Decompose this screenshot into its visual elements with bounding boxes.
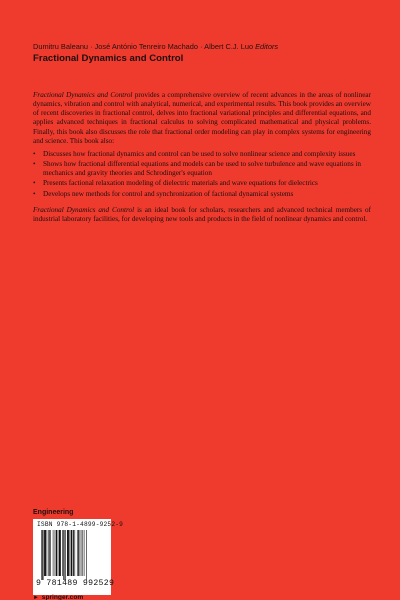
barcode-bar (78, 530, 79, 576)
barcode-bar (42, 530, 43, 580)
list-item-text: Presents factional relaxation modeling of dielectric materials and wave equations for dielectrics (43, 179, 318, 188)
bullet-mark: • (33, 179, 36, 188)
subject-category: Engineering (33, 509, 74, 516)
barcode-bar (48, 530, 49, 576)
barcode-bar (74, 530, 75, 576)
barcode-bar (56, 530, 57, 576)
publisher-url: springer.com (41, 594, 84, 600)
barcode-bar (62, 530, 63, 576)
barcode-bar (55, 530, 56, 576)
intro-paragraph (33, 91, 371, 146)
bullet-mark: • (33, 189, 36, 198)
list-item (33, 150, 371, 159)
barcode-bar (82, 530, 83, 576)
book-title: Fractional Dynamics and Control (33, 53, 184, 64)
barcode-bar (84, 530, 85, 576)
barcode-panel (33, 519, 124, 595)
list-item (33, 179, 371, 188)
arrow-right-icon: ► (33, 595, 39, 600)
cover-content (33, 42, 371, 224)
barcode-bar (71, 530, 72, 576)
bullet-mark: • (33, 149, 36, 158)
closing-book-title: Fractional Dynamics and Control (33, 205, 135, 214)
intro-text: provides a comprehensive overview of recent advances in the areas of nonlinear dynamics, vibration and control with analytical, numerical, and experimental results. This book provides an overview of recent discoveries in fractional control, delves into fractional variational principles and differential equations, and applies advanced techniques in fractional calculus to solving complicated mathematical and physical problems. Finally, this book also discusses the role that fractional order modeling can play in complex systems for engineering and science. This book also: (33, 91, 371, 145)
intro-book-title: Fractional Dynamics and Control (33, 91, 133, 99)
editors-label: Editors (255, 42, 279, 51)
barcode-bar (86, 530, 87, 580)
barcode-bar (63, 530, 64, 580)
barcode-bar (77, 530, 78, 576)
list-item-text: Discusses how fractional dynamics and control can be used to solve nonlinear science and complexity issues (43, 149, 356, 158)
barcode-bar (50, 530, 51, 576)
authors-text: Dumitru Baleanu · José António Tenreiro Machado · Albert C.J. Luo (33, 42, 254, 51)
barcode-bar (67, 530, 69, 576)
author-line (33, 42, 371, 51)
barcode-bar (41, 530, 42, 580)
list-item (33, 190, 371, 199)
publisher-link[interactable] (33, 594, 83, 600)
list-item-text: Develops new methods for control and synchronization of factional dynamical systems (43, 189, 294, 198)
closing-text: is an ideal book for scholars, researchers and advanced technical members of industrial laboratory facilities, for developing new tools and products in the field of nonlinear dynamics and control. (33, 205, 371, 223)
barcode-bar (58, 530, 59, 576)
barcode-icon (41, 530, 105, 580)
ean-digits: 9 781489 992529 (36, 579, 115, 588)
isbn-number: ISBN 978-1-4899-9252-9 (37, 521, 124, 528)
feature-list (33, 150, 371, 199)
barcode-bar (73, 530, 74, 576)
barcode-bar (70, 530, 71, 576)
barcode-bar (53, 530, 54, 576)
barcode-bar (59, 530, 61, 576)
closing-paragraph (33, 206, 371, 224)
barcode-bar (47, 530, 48, 576)
barcode-bar (44, 530, 46, 576)
list-item (33, 160, 371, 178)
bullet-mark: • (33, 160, 36, 169)
barcode-bar (81, 530, 82, 576)
cover-footer (33, 508, 233, 600)
list-item-text: Shows how fractional differential equations and models can be used to solve turbulence and wave equations in mechanics and gravity theories and Schrodinger's equation (43, 160, 362, 178)
barcode-bar (65, 530, 66, 580)
